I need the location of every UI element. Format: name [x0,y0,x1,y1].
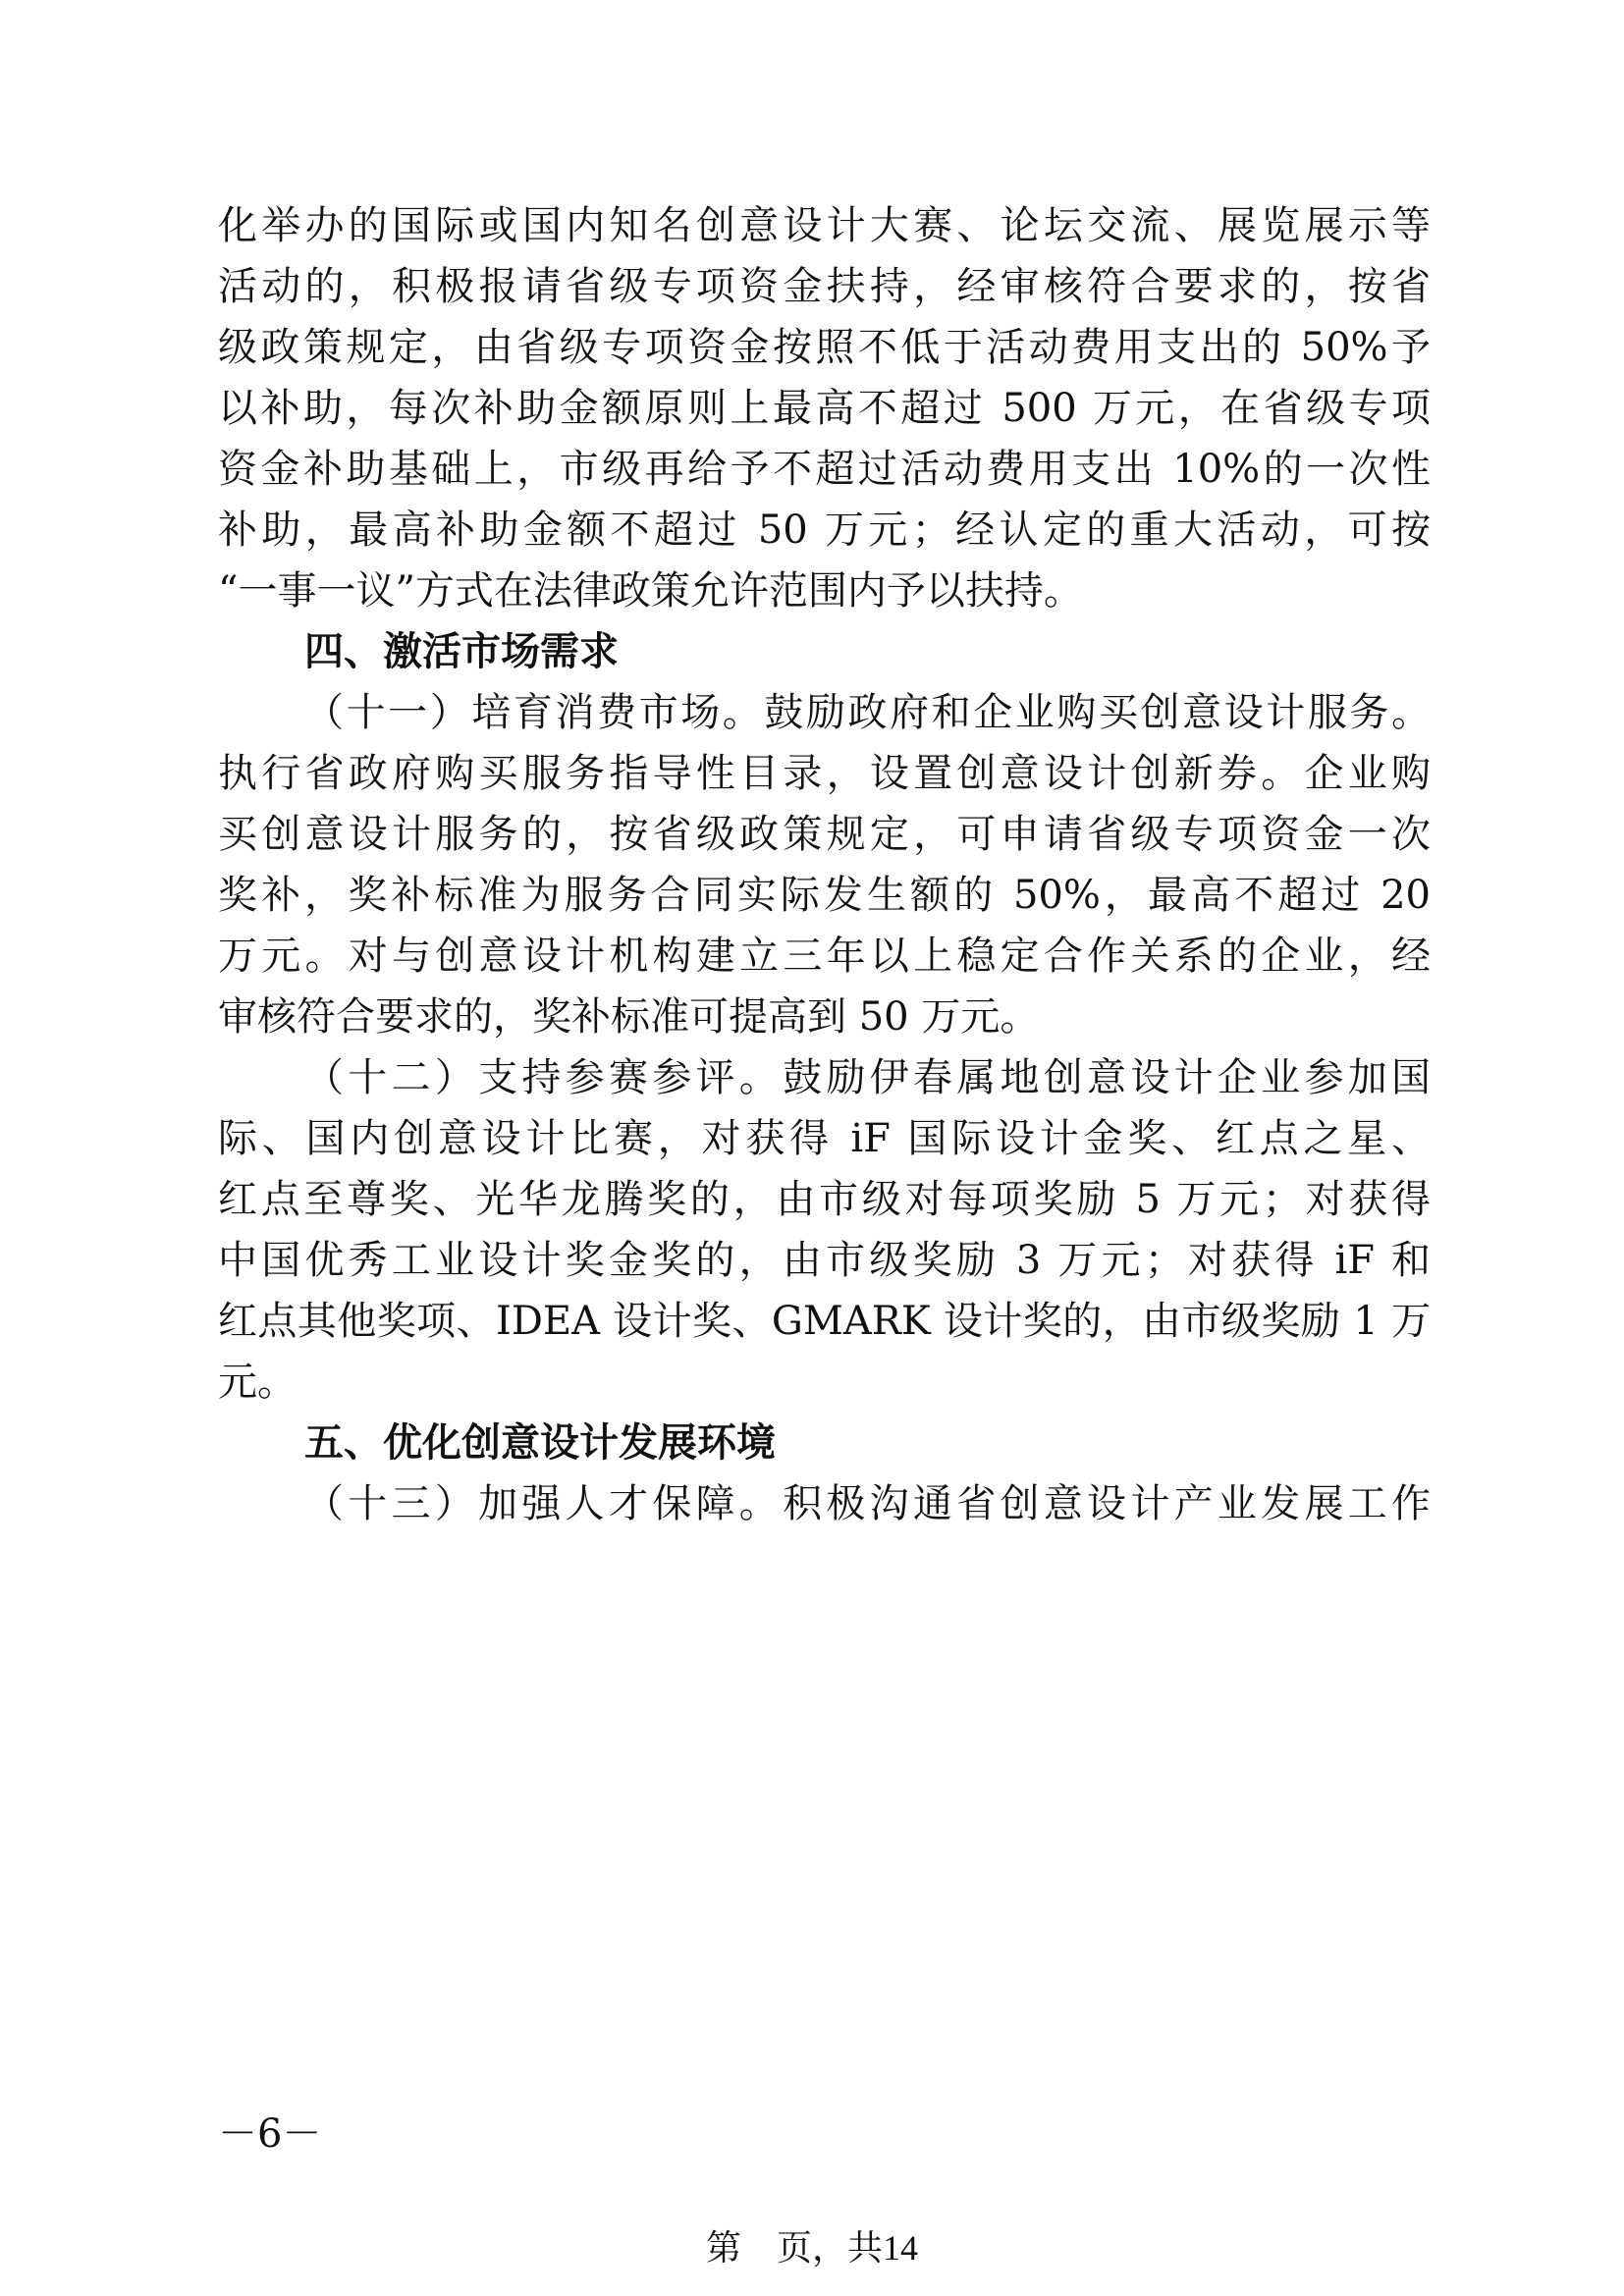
paragraph-line: 万元。对与创意设计机构建立三年以上稳定合作关系的企业，经 [218,934,1431,979]
page-footer: 第 页，共14 [705,2228,918,2268]
paragraph-line: （十一）培育消费市场。鼓励政府和企业购买创意设计服务。 [304,690,1431,735]
page-number: －6－ [218,2111,322,2157]
paragraph-line: （十三）加强人才保障。积极沟通省创意设计产业发展工作 [304,1481,1431,1526]
paragraph-line: 级政策规定，由省级专项资金按照不低于活动费用支出的 50%予 [218,325,1431,370]
paragraph-line: （十二）支持参赛参评。鼓励伊春属地创意设计企业参加国 [304,1055,1431,1100]
paragraph-line: 奖补，奖补标准为服务合同实际发生额的 50%，最高不超过 20 [218,873,1431,918]
paragraph-line: 活动的，积极报请省级专项资金扶持，经审核符合要求的，按省 [218,264,1431,309]
paragraph-line: 化举办的国际或国内知名创意设计大赛、论坛交流、展览展示等 [218,203,1431,248]
paragraph-line: “一事一议”方式在法律政策允许范围内予以扶持。 [218,568,1083,614]
paragraph-line: 红点其他奖项、IDEA 设计奖、GMARK 设计奖的，由市级奖励 1 万 [218,1299,1431,1344]
paragraph-line: 元。 [218,1360,297,1405]
paragraph-line: 执行省政府购买服务指导性目录，设置创意设计创新券。企业购 [218,751,1431,796]
paragraph-line: 中国优秀工业设计奖金奖的，由市级奖励 3 万元；对获得 iF 和 [218,1238,1431,1283]
paragraph-line: 资金补助基础上，市级再给予不超过活动费用支出 10%的一次性 [218,447,1431,492]
paragraph-line: 以补助，每次补助金额原则上最高不超过 500 万元，在省级专项 [218,386,1431,431]
section-heading: 四、激活市场需求 [304,629,619,674]
paragraph-line: 际、国内创意设计比赛，对获得 iF 国际设计金奖、红点之星、 [218,1116,1431,1161]
paragraph-line: 红点至尊奖、光华龙腾奖的，由市级对每项奖励 5 万元；对获得 [218,1177,1431,1222]
paragraph-line: 审核符合要求的，奖补标准可提高到 50 万元。 [218,994,1040,1040]
paragraph-line: 买创意设计服务的，按省级政策规定，可申请省级专项资金一次 [218,812,1431,857]
section-heading: 五、优化创意设计发展环境 [304,1420,776,1466]
paragraph-line: 补助，最高补助金额不超过 50 万元；经认定的重大活动，可按 [218,507,1431,553]
